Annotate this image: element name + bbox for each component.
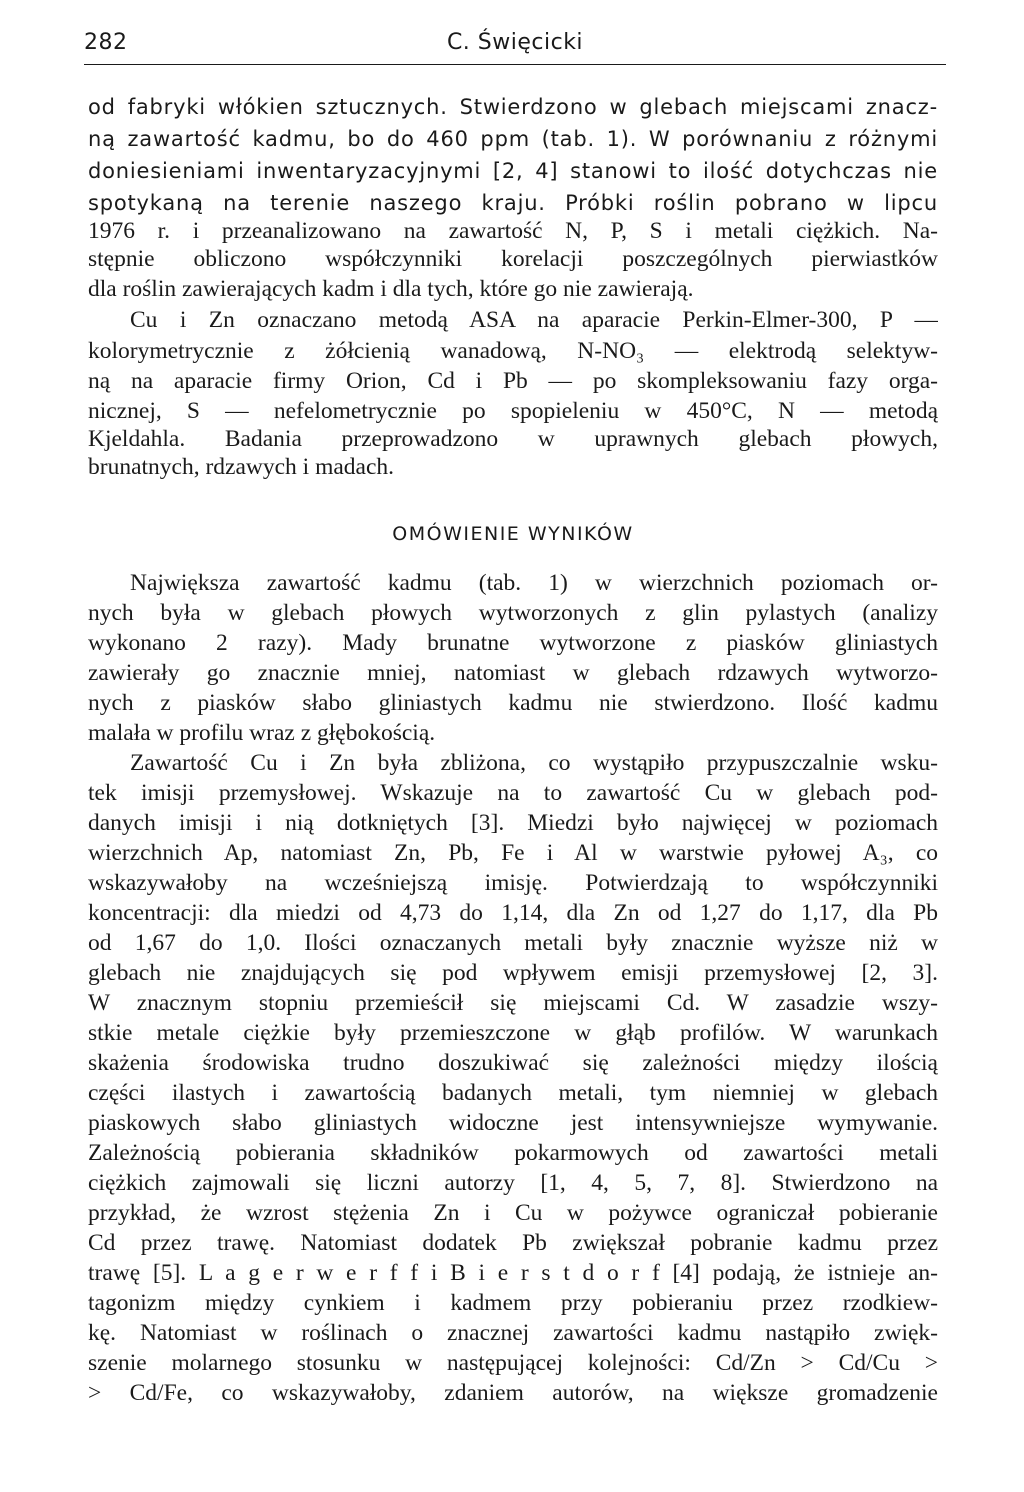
text-line: szenie molarnego stosunku w następującej kolejności: Cd/Zn > Cd/Cu > bbox=[88, 1350, 938, 1376]
text-line: koncentracji: dla miedzi od 4,73 do 1,14, dla Zn od 1,27 do 1,17, dla Pb bbox=[88, 900, 938, 926]
text-line: od fabryki włókien sztucznych. Stwierdzono w glebach miejscami znacz- bbox=[88, 95, 938, 119]
text-line: ną na aparacie firmy Orion, Cd i Pb — po skompleksowaniu fazy orga- bbox=[88, 368, 938, 394]
text-line: nicznej, S — nefelometrycznie po spopieleniu w 450°C, N — metodą bbox=[88, 398, 938, 424]
text-line: od 1,67 do 1,0. Ilości oznaczanych metali były znacznie wyższe niż w bbox=[88, 930, 938, 956]
text-line: Największa zawartość kadmu (tab. 1) w wierzchnich poziomach or- bbox=[130, 570, 938, 596]
text-line: glebach nie znajdujących się pod wpływem emisji przemysłowej [2, 3]. bbox=[88, 960, 938, 986]
text-line: nych z piasków słabo gliniastych kadmu nie stwierdzono. Ilość kadmu bbox=[88, 690, 938, 716]
header-rule bbox=[84, 64, 946, 65]
text-line: Zależnością pobierania składników pokarmowych od zawartości metali bbox=[88, 1140, 938, 1166]
text-line: > Cd/Fe, co wskazywałoby, zdaniem autorów, na większe gromadzenie bbox=[88, 1380, 938, 1406]
text-line: Kjeldahla. Badania przeprowadzono w uprawnych glebach płowych, bbox=[88, 426, 938, 452]
text-line: doniesieniami inwentaryzacyjnymi [2, 4] stanowi to ilość dotychczas nie bbox=[88, 159, 938, 183]
text-line: kę. Natomiast w roślinach o znacznej zawartości kadmu nastąpiło zwięk- bbox=[88, 1320, 938, 1346]
text-line: malała w profilu wraz z głębokością. bbox=[88, 720, 436, 746]
text-line: trawę [5]. L a g e r w e r f f i B i e r s t d o r f [4] podają, że istnieje an- bbox=[88, 1260, 938, 1286]
text-line: piaskowych słabo gliniastych widoczne jest intensywniejsze wymywanie. bbox=[88, 1110, 938, 1136]
text-line: nych była w glebach płowych wytworzonych z glin pylastych (analizy bbox=[88, 600, 938, 626]
section-heading: OMÓWIENIE WYNIKÓW bbox=[392, 523, 634, 545]
running-head-author: C. Święcicki bbox=[446, 30, 584, 55]
text-line: wskazywałoby na wcześniejszą imisję. Potwierdzają to współczynniki bbox=[88, 870, 938, 896]
text-line: ciężkich zajmowali się liczni autorzy [1, 4, 5, 7, 8]. Stwierdzono na bbox=[88, 1170, 938, 1196]
text-line: tagonizm między cynkiem i kadmem przy pobieraniu przez rzodkiew- bbox=[88, 1290, 938, 1316]
text-line: ną zawartość kadmu, bo do 460 ppm (tab. 1). W porównaniu z różnymi bbox=[88, 127, 938, 151]
text-line: spotykaną na terenie naszego kraju. Próbki roślin pobrano w lipcu bbox=[88, 191, 938, 215]
text-line: wykonano 2 razy). Mady brunatne wytworzone z piasków gliniastych bbox=[88, 630, 938, 656]
text-line: danych imisji i nią dotkniętych [3]. Miedzi było najwięcej w poziomach bbox=[88, 810, 938, 836]
text-line: kolorymetrycznie z żółcienią wanadową, N-NO₃ — elektrodą selektyw- bbox=[88, 338, 938, 364]
text-line: przykład, że wzrost stężenia Zn i Cu w pożywce ograniczał pobieranie bbox=[88, 1200, 938, 1226]
running-header bbox=[84, 30, 946, 64]
text-line: Cd przez trawę. Natomiast dodatek Pb zwiększał pobranie kadmu przez bbox=[88, 1230, 938, 1256]
text-line: Cu i Zn oznaczano metodą ASA na aparacie Perkin-Elmer-300, P — bbox=[130, 307, 938, 333]
text-line: brunatnych, rdzawych i madach. bbox=[88, 454, 395, 480]
text-line: części ilastych i zawartością badanych metali, tym niemniej w glebach bbox=[88, 1080, 938, 1106]
text-line: tek imisji przemysłowej. Wskazuje na to zawartość Cu w glebach pod- bbox=[88, 780, 938, 806]
text-line: stępnie obliczono współczynniki korelacji poszczególnych pierwiastków bbox=[88, 246, 938, 272]
text-line: zawierały go znacznie mniej, natomiast w glebach rdzawych wytworzo- bbox=[88, 660, 938, 686]
page-number: 282 bbox=[84, 30, 128, 55]
text-line: wierzchnich Ap, natomiast Zn, Pb, Fe i Al w warstwie pyłowej A₃, co bbox=[88, 840, 938, 866]
text-line: 1976 r. i przeanalizowano na zawartość N, P, S i metali ciężkich. Na- bbox=[88, 218, 938, 244]
text-line: skażenia środowiska trudno doszukiwać się zależności między ilością bbox=[88, 1050, 938, 1076]
text-line: W znacznym stopniu przemieścił się miejscami Cd. W zasadzie wszy- bbox=[88, 990, 938, 1016]
text-line: stkie metale ciężkie były przemieszczone w głąb profilów. W warunkach bbox=[88, 1020, 938, 1046]
text-line: Zawartość Cu i Zn była zbliżona, co wystąpiło przypuszczalnie wsku- bbox=[130, 750, 938, 776]
text-line: dla roślin zawierających kadm i dla tych, które go nie zawierają. bbox=[88, 276, 694, 302]
